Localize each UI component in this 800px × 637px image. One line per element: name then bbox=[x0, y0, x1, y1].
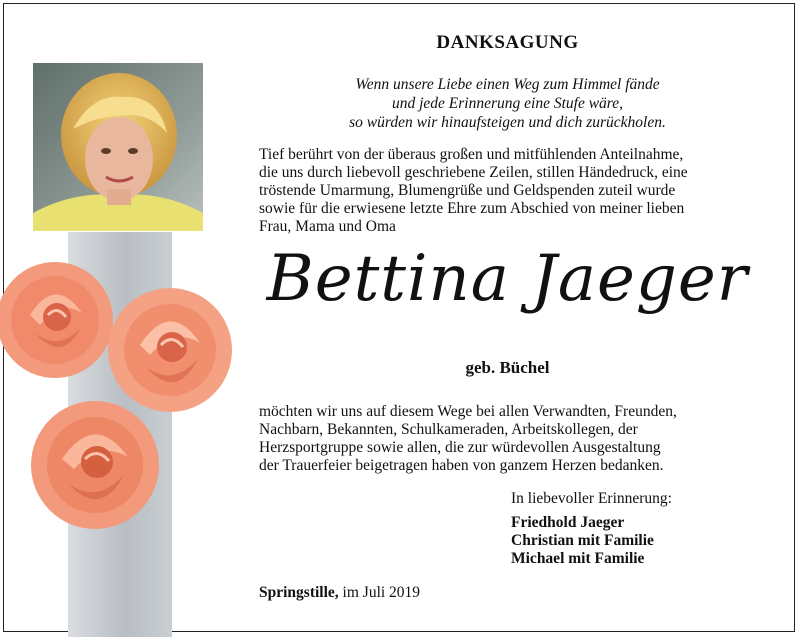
rose-2 bbox=[108, 288, 232, 412]
text-line: möchten wir uns auf diesem Wege bei allen Verwandten, Freunden, bbox=[259, 403, 677, 420]
page-title: DANKSAGUNG bbox=[436, 32, 579, 53]
text-line: sowie für die erwiesene letzte Ehre zum Abschied von meiner lieben bbox=[259, 200, 685, 217]
text-line: tröstende Umarmung, Blumengrüße und Geldspenden zuteil wurde bbox=[259, 182, 676, 199]
roses-illustration bbox=[0, 255, 250, 555]
poem-line: Wenn unsere Liebe einen Weg zum Himmel fände bbox=[355, 76, 660, 93]
rose-3 bbox=[31, 401, 159, 529]
maiden-name: geb. Büchel bbox=[465, 358, 550, 377]
place-name: Springstille, bbox=[259, 584, 339, 601]
deceased-name: Bettina Jaeger bbox=[266, 242, 749, 316]
poem bbox=[250, 75, 765, 132]
mourner-list bbox=[511, 514, 654, 568]
text-line: Frau, Mama und Oma bbox=[259, 218, 396, 235]
text-line: Tief berührt von der überaus großen und mitfühlenden Anteilnahme, bbox=[259, 146, 684, 163]
memory-line: In liebevoller Erinnerung: bbox=[511, 490, 672, 507]
text-line: die uns durch liebevoll geschriebene Zeilen, stillen Händedruck, eine bbox=[259, 164, 688, 181]
rose-1 bbox=[0, 262, 113, 378]
date-text: im Juli 2019 bbox=[342, 584, 421, 601]
mourner-name: Friedhold Jaeger bbox=[511, 514, 625, 531]
left-decoration bbox=[0, 0, 250, 637]
portrait-photo bbox=[33, 63, 203, 231]
text-line: Herzsportgruppe sowie allen, die zur würdevollen Ausgestaltung bbox=[259, 439, 661, 456]
mourner-name: Christian mit Familie bbox=[511, 532, 654, 549]
place-date bbox=[259, 584, 420, 602]
mourner-name: Michael mit Familie bbox=[511, 550, 645, 567]
thanks-paragraph-1 bbox=[259, 146, 769, 236]
thanks-paragraph-2 bbox=[259, 403, 769, 475]
text-line: Nachbarn, Bekannten, Schulkameraden, Arbeitskollegen, der bbox=[259, 421, 638, 438]
poem-line: und jede Erinnerung eine Stufe wäre, bbox=[391, 95, 624, 112]
text-line: der Trauerfeier beigetragen haben von ganzem Herzen bedanken. bbox=[259, 457, 664, 474]
poem-line: so würden wir hinaufsteigen und dich zurückholen. bbox=[349, 114, 666, 131]
